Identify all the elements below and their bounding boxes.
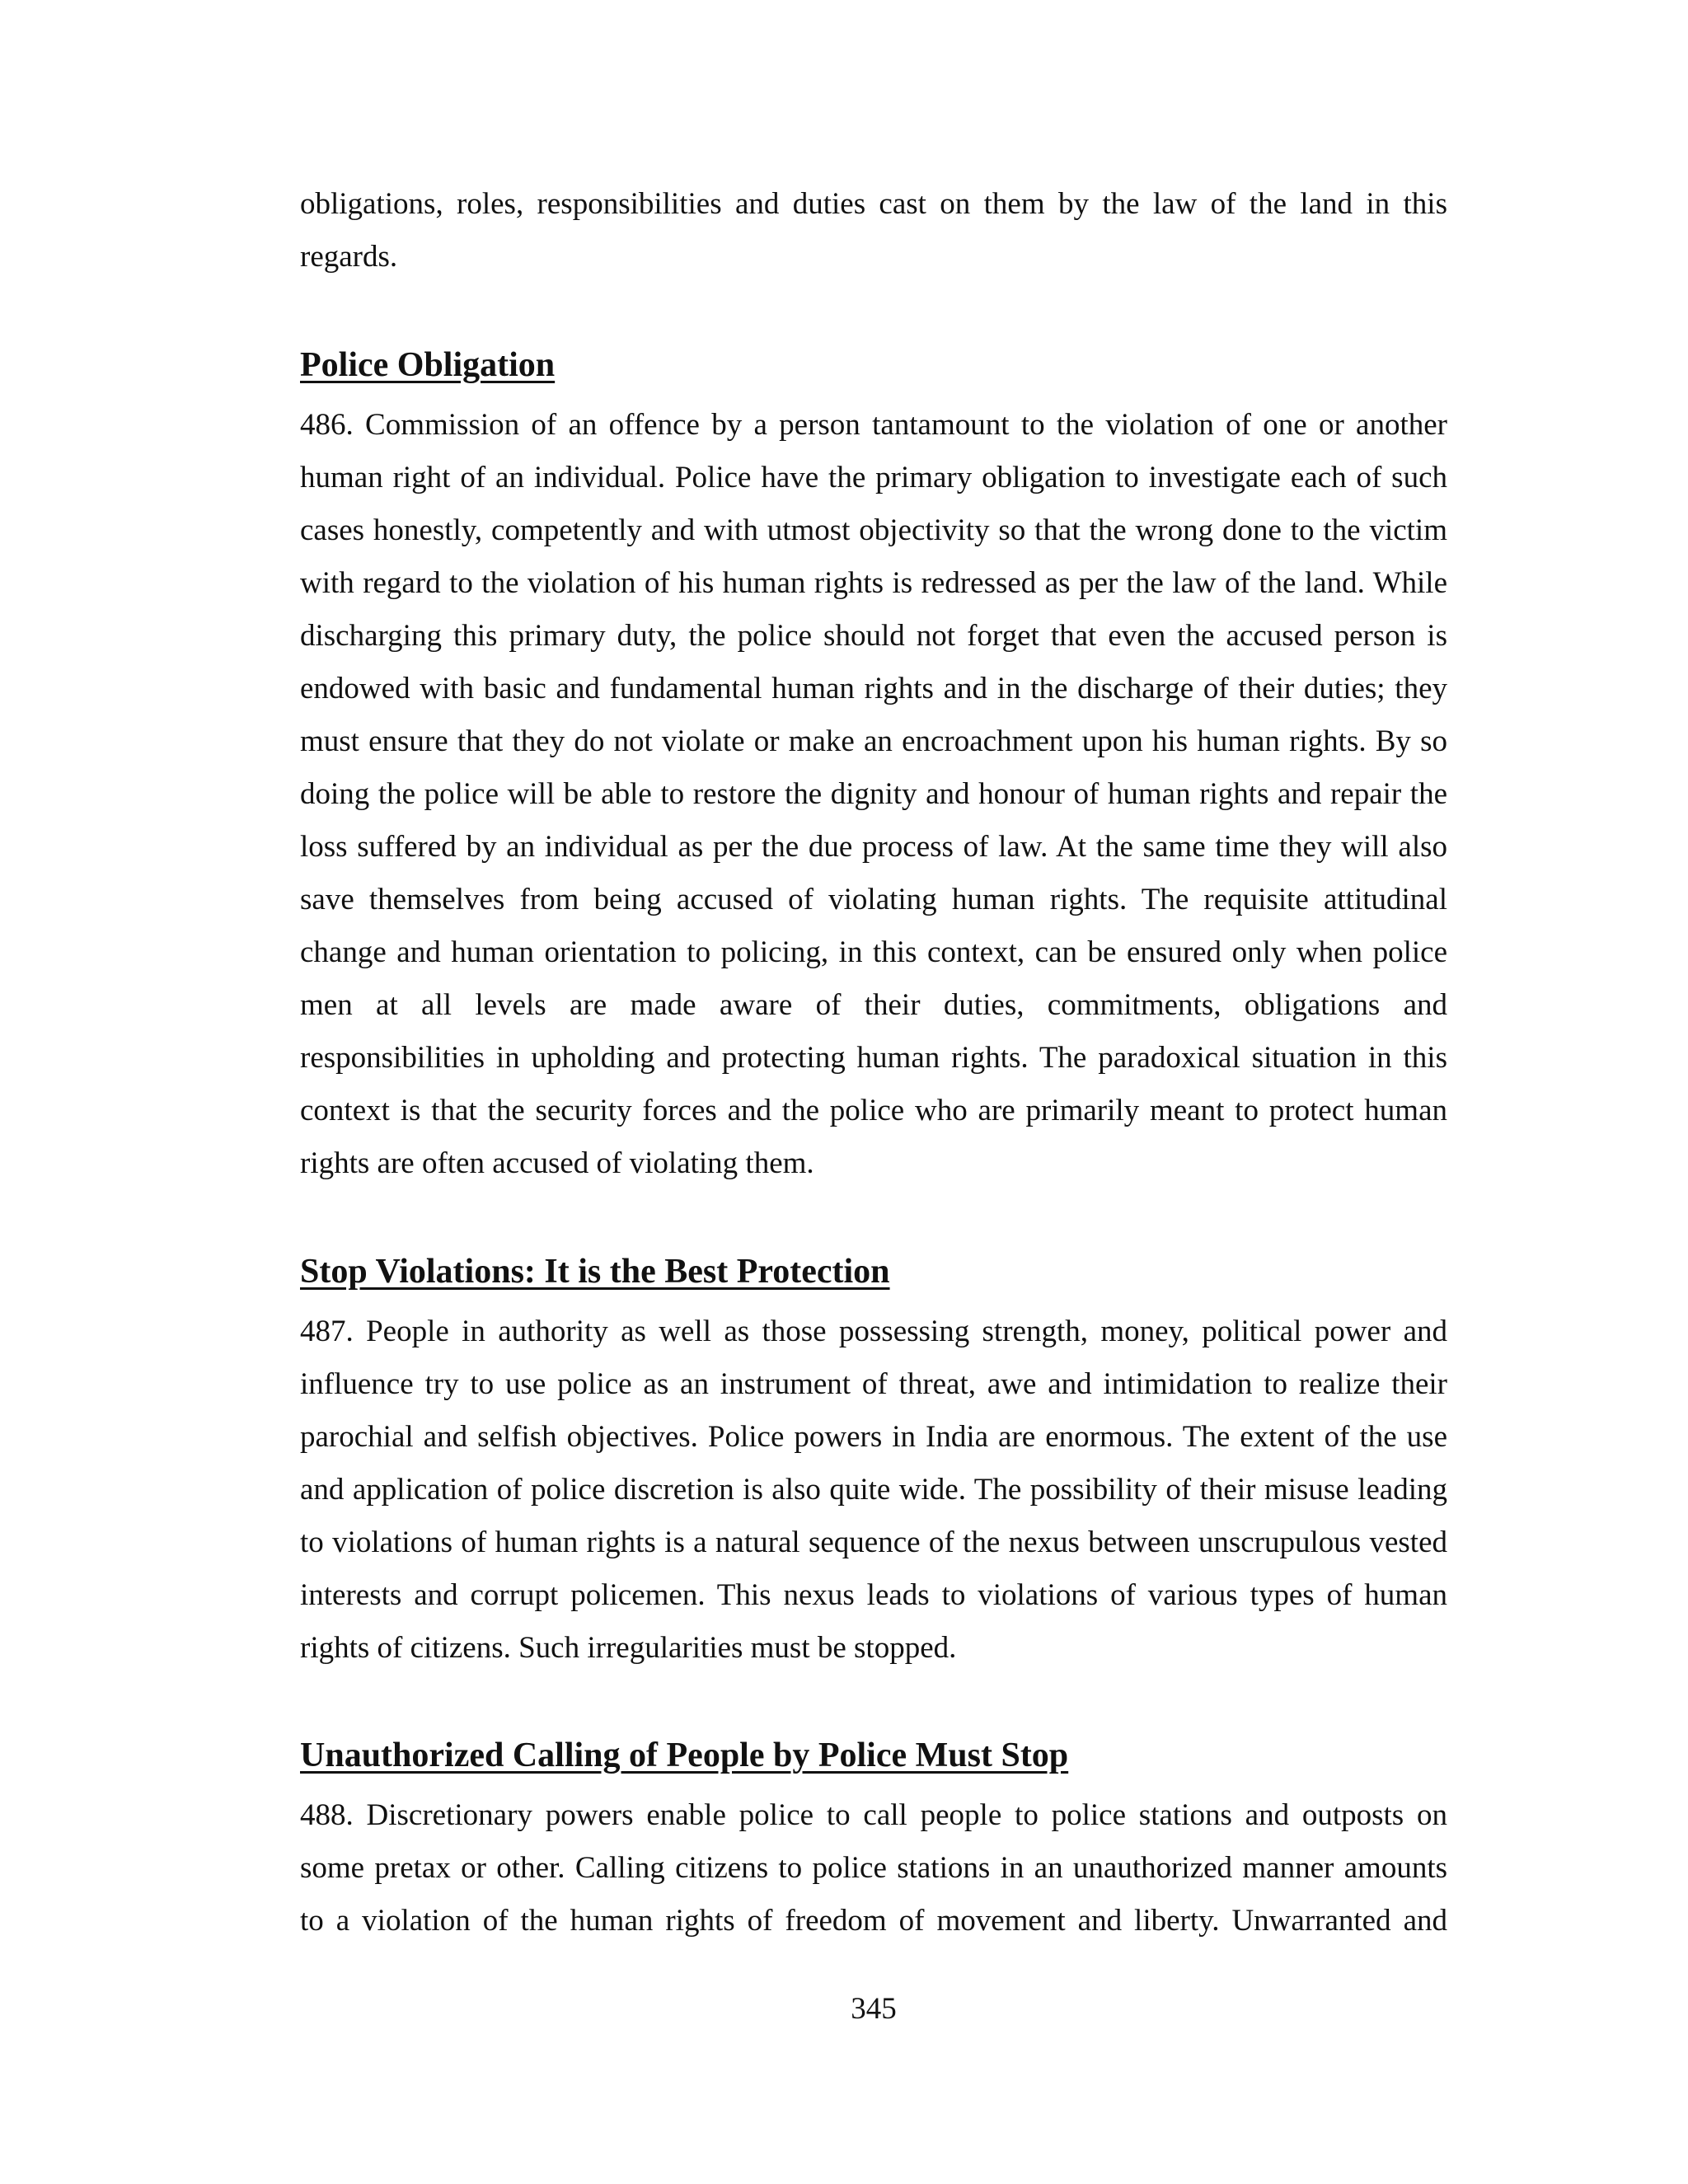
paragraph-line: some pretax or other. Calling citizens to police stations in an unauthorized manner amounts [300, 1851, 1447, 1885]
paragraph-line: cases honestly, competently and with utmost objectivity so that the wrong done to the victim [300, 513, 1447, 547]
paragraph-line: rights are often accused of violating them. [300, 1146, 814, 1180]
paragraph-line: loss suffered by an individual as per the due process of law. At the same time they will also [300, 830, 1447, 864]
paragraph-line: interests and corrupt policemen. This nexus leads to violations of various types of human [300, 1578, 1447, 1612]
paragraph-line: regards. [300, 240, 398, 274]
page-number: 345 [851, 1992, 897, 2026]
section-heading-unauthorized-calling: Unauthorized Calling of People by Police Must Stop [300, 1736, 1069, 1774]
paragraph-line: 486. Commission of an offence by a person tantamount to the violation of one or another [300, 408, 1447, 442]
intro-paragraph [300, 178, 1447, 284]
paragraph-line: influence try to use police as an instrument of threat, awe and intimidation to realize their [300, 1367, 1447, 1401]
section-heading-police-obligation: Police Obligation [300, 346, 556, 384]
paragraph-line: obligations, roles, responsibilities and duties cast on them by the law of the land in this [300, 187, 1447, 221]
paragraph-line: to a violation of the human rights of freedom of movement and liberty. Unwarranted and [300, 1904, 1447, 1938]
paragraph-line: human right of an individual. Police have the primary obligation to investigate each of such [300, 461, 1447, 494]
paragraph-line: rights of citizens. Such irregularities must be stopped. [300, 1631, 957, 1665]
paragraph-line: parochial and selfish objectives. Police powers in India are enormous. The extent of the use [300, 1420, 1447, 1454]
paragraph-line: doing the police will be able to restore the dignity and honour of human rights and repair the [300, 777, 1447, 811]
paragraph-line: 488. Discretionary powers enable police to call people to police stations and outposts on [300, 1798, 1447, 1832]
section-paragraph-487 [300, 1305, 1447, 1675]
paragraph-line: and application of police discretion is also quite wide. The possibility of their misuse leading [300, 1473, 1447, 1507]
paragraph-line: save themselves from being accused of violating human rights. The requisite attitudinal [300, 883, 1447, 916]
paragraph-line: to violations of human rights is a natural sequence of the nexus between unscrupulous vested [300, 1526, 1447, 1559]
paragraph-line: change and human orientation to policing, in this context, can be ensured only when police [300, 935, 1447, 969]
paragraph-line: with regard to the violation of his human rights is redressed as per the law of the land. While [300, 566, 1447, 600]
document-page [300, 0, 1447, 2184]
paragraph-line: men at all levels are made aware of their duties, commitments, obligations and [300, 988, 1447, 1022]
paragraph-line: context is that the security forces and the police who are primarily meant to protect human [300, 1094, 1447, 1127]
paragraph-line: discharging this primary duty, the police should not forget that even the accused person is [300, 619, 1447, 653]
section-paragraph-486 [300, 399, 1447, 1190]
paragraph-line: 487. People in authority as well as those possessing strength, money, political power and [300, 1315, 1447, 1348]
section-heading-stop-violations: Stop Violations: It is the Best Protection [300, 1253, 890, 1291]
paragraph-line: must ensure that they do not violate or make an encroachment upon his human rights. By so [300, 724, 1447, 758]
section-paragraph-488 [300, 1789, 1447, 1947]
paragraph-line: endowed with basic and fundamental human rights and in the discharge of their duties; they [300, 672, 1447, 705]
paragraph-line: responsibilities in upholding and protecting human rights. The paradoxical situation in this [300, 1041, 1447, 1075]
